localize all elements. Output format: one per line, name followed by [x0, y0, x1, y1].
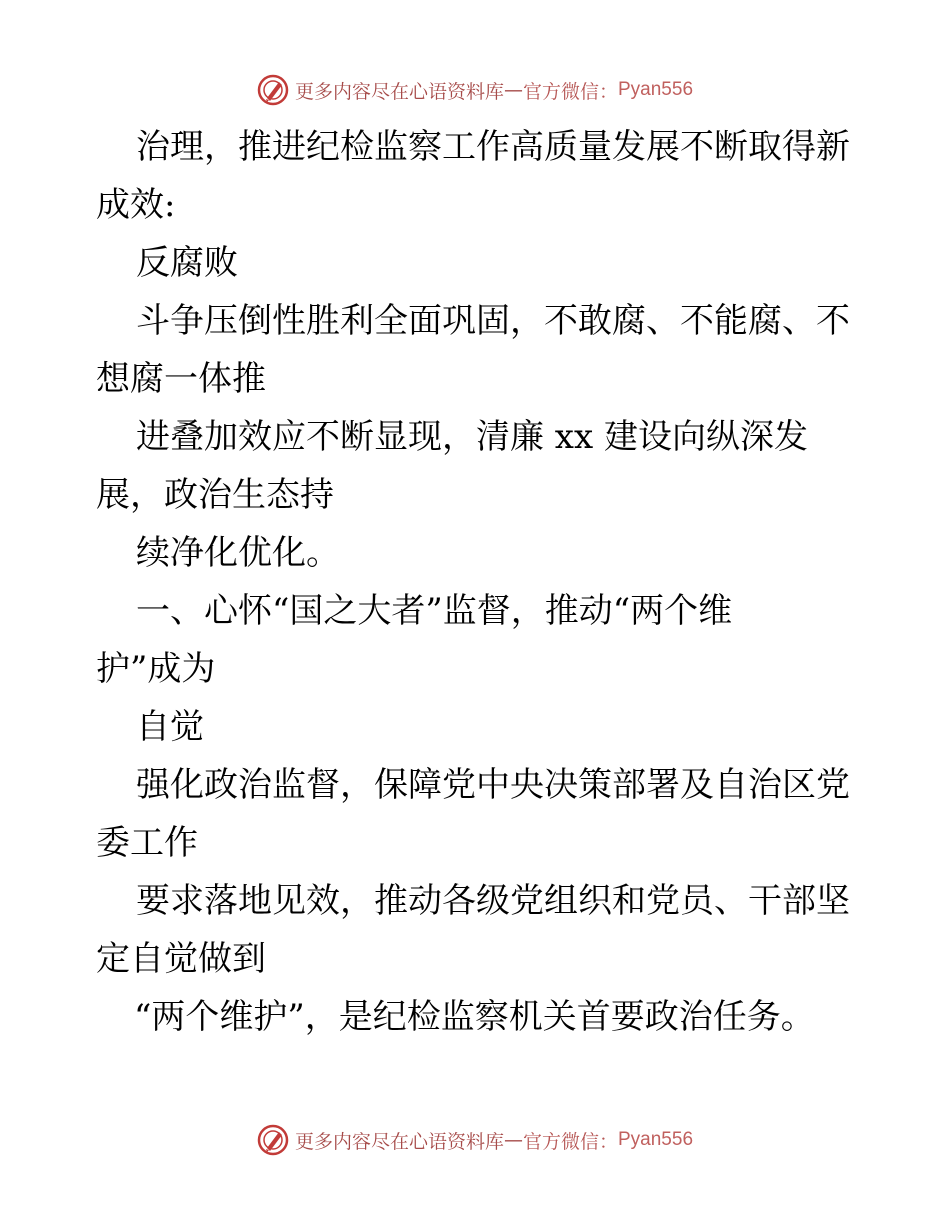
text-line: “两个维护”，是纪检监察机关首要政治任务。: [134, 997, 815, 1037]
text-line: 进叠加效应不断显现，清廉 xx 建设向纵深发: [136, 417, 808, 457]
text-line: 斗争压倒性胜利全面巩固，不敢腐、不能腐、不: [136, 301, 850, 341]
header-brand-text: 更多内容尽在心语资料库: [294, 80, 504, 103]
text-line: 定自觉做到: [96, 939, 266, 979]
footer-wechat-label: 官方微信：: [522, 1130, 618, 1153]
heading-line: 护”成为: [96, 649, 216, 689]
header-account: Pyan556: [618, 79, 694, 100]
footer-watermark: [0, 1120, 950, 1160]
heading-line: 一、心怀“国之大者”监督，推动“两个维: [136, 591, 733, 631]
header-wechat-label: 官方微信：: [522, 80, 618, 103]
pen-nib-logo-icon: [257, 1124, 289, 1156]
text-line: 成效:: [96, 185, 176, 225]
footer-brand-text: 更多内容尽在心语资料库: [294, 1130, 504, 1153]
text-line: 续净化优化。: [136, 533, 340, 573]
text-line: 强化政治监督，保障党中央决策部署及自治区党: [136, 765, 850, 805]
pen-nib-logo-icon: [257, 74, 289, 106]
header-separator: —: [503, 79, 523, 101]
text-line: 要求落地见效，推动各级党组织和党员、干部坚: [136, 881, 850, 921]
header-watermark: [0, 70, 950, 110]
heading-line: 自觉: [136, 707, 204, 747]
footer-separator: —: [503, 1129, 523, 1151]
document-body: [96, 118, 866, 1046]
text-line: 治理，推进纪检监察工作高质量发展不断取得新: [136, 127, 850, 167]
text-line: 想腐一体推: [96, 359, 266, 399]
text-line: 展，政治生态持: [96, 475, 334, 515]
text-line: 反腐败: [136, 243, 238, 283]
footer-account: Pyan556: [618, 1129, 694, 1150]
text-line: 委工作: [96, 823, 198, 863]
